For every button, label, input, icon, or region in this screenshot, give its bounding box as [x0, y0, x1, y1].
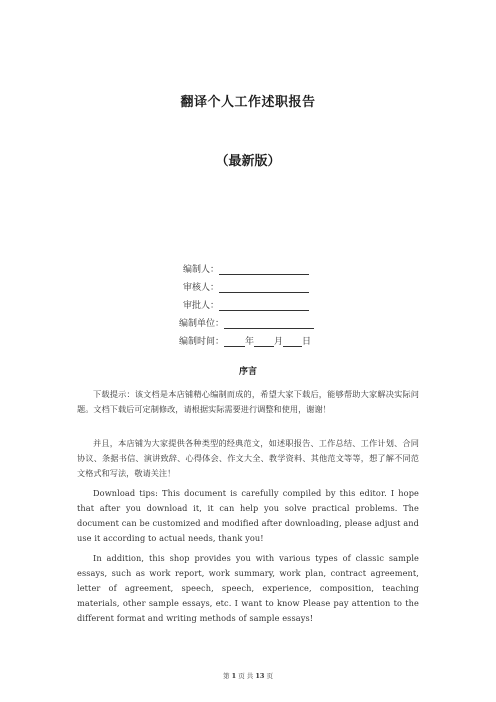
unit-row	[179, 316, 314, 329]
reviewer-label: 审核人：	[183, 283, 220, 293]
approver-row	[183, 298, 309, 311]
document-subtitle: （最新版）	[215, 154, 281, 169]
unit-blank	[224, 318, 314, 329]
year-blank	[224, 336, 245, 347]
preface-paragraph-2: 并且，本店铺为大家提供各种类型的经典范文，如述职报告、工作总结、工作计划、合同协议、条据书信、演讲致辞、心得体会、作文大全、教学资料、其他范文等等，想了解不同范文格式和写法，敬请关注！	[77, 438, 419, 478]
month-label: 月	[274, 337, 284, 347]
footer-suffix: 页	[266, 672, 273, 680]
preface-paragraph-1: 下载提示：该文档是本店铺精心编制而成的，希望大家下载后，能够帮助大家解决实际问题。文档下载后可定制修改，请根据实际需要进行调整和使用，谢谢！	[77, 389, 419, 414]
time-row	[179, 334, 311, 347]
reviewer-row	[183, 280, 309, 293]
approver-label: 审批人：	[183, 301, 220, 311]
footer-page-number: 1	[231, 672, 237, 680]
editor-row	[183, 262, 309, 275]
footer-total-pages: 13	[255, 672, 265, 680]
time-label: 编制时间：	[179, 337, 225, 347]
editor-blank	[219, 264, 309, 275]
preface-paragraph-3: Download tips: This document is carefully compiled by this editor. I hope that after you download it, it can help you solve practical problems. The document can be customized and modified after downloading, please adjust and use it according to actual needs, thank you!	[77, 488, 419, 543]
month-blank	[254, 336, 274, 347]
footer-prefix: 第	[223, 672, 230, 680]
page-footer	[0, 671, 496, 680]
footer-middle: 页 共	[238, 672, 254, 680]
year-label: 年	[245, 337, 255, 347]
unit-label: 编制单位：	[179, 319, 225, 329]
approver-blank	[219, 300, 309, 311]
day-blank	[283, 336, 302, 347]
document-title: 翻译个人工作述职报告	[180, 95, 316, 110]
editor-label: 编制人：	[183, 265, 220, 275]
reviewer-blank	[219, 282, 309, 293]
preface-title: 序言	[238, 367, 257, 377]
preface-paragraph-4: In addition, this shop provides you with various types of classic sample essays, such as work report, work summary, work plan, contract agreement, letter of agreement, speech, speech, experience, composition, teaching materials, other sample essays, etc. I want to know Please pay attention to the different format and writing methods of sample essays!	[77, 553, 419, 623]
day-label: 日	[302, 337, 312, 347]
